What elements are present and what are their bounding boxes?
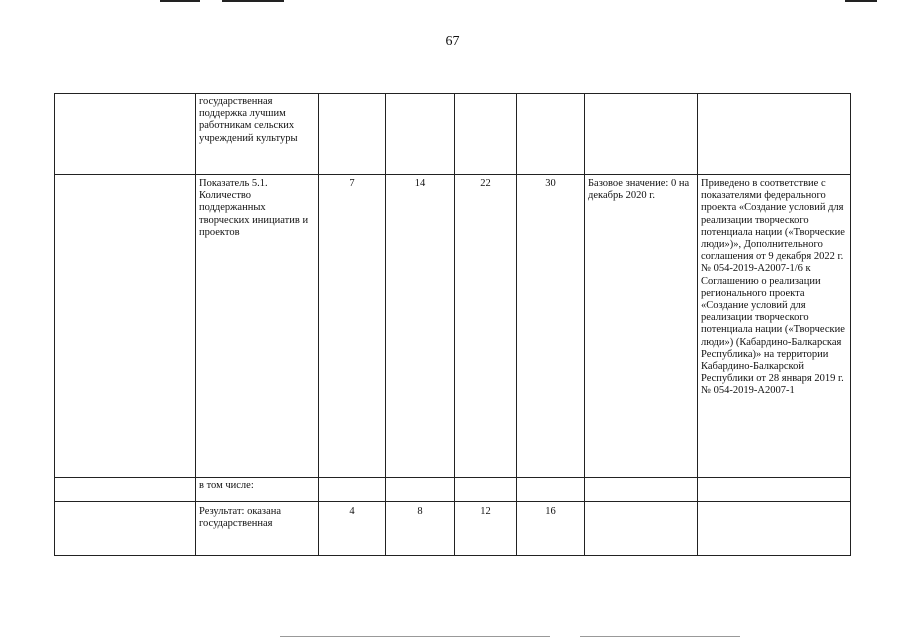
table-cell	[386, 94, 455, 175]
table-cell	[698, 94, 851, 175]
value-cell: 4	[319, 502, 386, 556]
table-cell	[455, 94, 517, 175]
scan-mark-bottom	[280, 636, 550, 637]
table-cell: в том числе:	[196, 478, 319, 502]
table-cell	[585, 478, 698, 502]
value-cell: 16	[517, 502, 585, 556]
value-cell: 7	[319, 175, 386, 478]
table-row	[55, 175, 851, 478]
value-cell: 8	[386, 502, 455, 556]
base-value-cell: Базовое значение: 0 на декабрь 2020 г.	[585, 175, 698, 478]
table-cell	[698, 478, 851, 502]
table-cell	[517, 478, 585, 502]
table-row	[55, 478, 851, 502]
table-cell: государственная поддержка лучшим работникам сельских учреждений культуры	[196, 94, 319, 175]
scan-mark-bottom-right	[580, 636, 740, 637]
note-cell: Приведено в соответствие с показателями федерального проекта «Создание условий для реализации творческого потенциала нации («Творческие люди»)», Дополнительного соглашения от 9 декабря 2022 г. № 054-2019-А2007-1/6 к Соглашению о реализации регионального проекта «Создание условий для реализации творческого потенциала нации («Творческие люди») (Кабардино-Балкарская Республика)» на территории Кабардино-Балкарской Республики от 28 января 2019 г. № 054-2019-А2007-1	[698, 175, 851, 478]
scan-mark-right	[845, 0, 877, 2]
table-cell	[55, 94, 196, 175]
table-row	[55, 502, 851, 556]
table-cell	[386, 478, 455, 502]
table-cell	[55, 478, 196, 502]
table-cell	[585, 502, 698, 556]
scan-mark-center	[222, 0, 284, 2]
value-cell: 22	[455, 175, 517, 478]
table-row	[55, 94, 851, 175]
table-cell	[55, 175, 196, 478]
scan-mark-left	[160, 0, 200, 2]
indicator-name-cell: Показатель 5.1. Количество поддержанных творческих инициатив и проектов	[196, 175, 319, 478]
table-cell	[698, 502, 851, 556]
table-cell	[55, 502, 196, 556]
value-cell: 14	[386, 175, 455, 478]
table-cell	[319, 478, 386, 502]
result-name-cell: Результат: оказана государственная	[196, 502, 319, 556]
table-cell	[585, 94, 698, 175]
indicators-table	[54, 93, 851, 556]
page-number: 67	[445, 34, 460, 49]
value-cell: 12	[455, 502, 517, 556]
table-cell	[517, 94, 585, 175]
value-cell: 30	[517, 175, 585, 478]
table-cell	[455, 478, 517, 502]
table-cell	[319, 94, 386, 175]
